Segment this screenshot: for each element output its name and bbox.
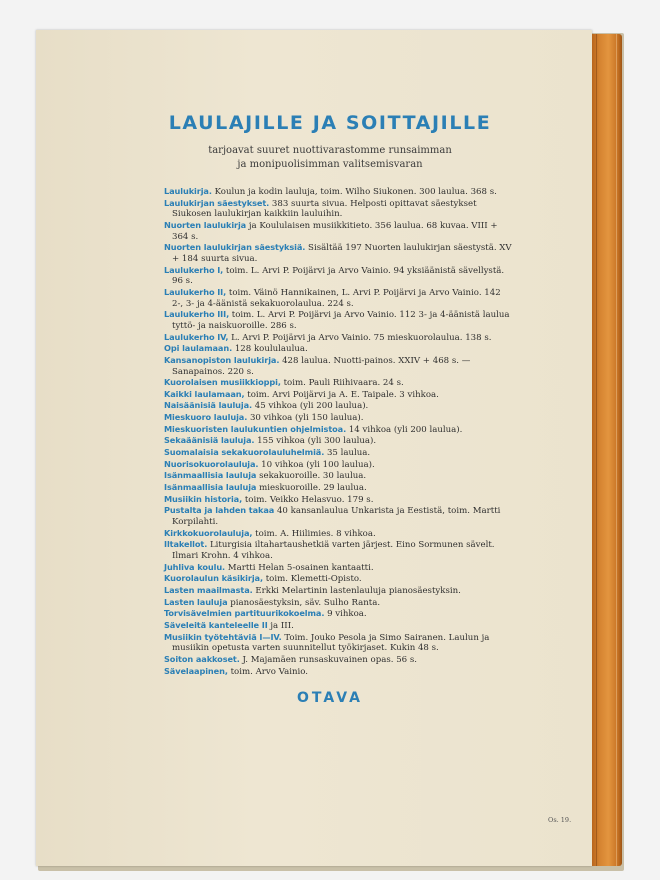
- entry-title: Laulukirja.: [164, 186, 212, 196]
- entry-title: Isänmaallisia lauluja: [164, 470, 257, 481]
- list-item: [164, 494, 514, 506]
- entry-text: pianosäestyksin, säv. Sulho Ranta.: [227, 597, 381, 608]
- entry-text: sekakuoroille. 30 laulua.: [256, 471, 367, 482]
- list-item: [164, 459, 514, 471]
- entry-title: Nuorten laulukirja: [164, 219, 247, 230]
- list-item: [164, 585, 514, 597]
- entry-text: L. Arvi P. Poijärvi ja Arvo Vainio. 75 mieskuorolaulua. 138 s.: [228, 332, 492, 343]
- entry-text: 10 vihkoa (yli 100 laulua).: [258, 459, 375, 470]
- entry-text: Liturgisia iltahartaushetkiä varten järjest. Eino Sormunen sävelt. Ilmari Krohn. 4 vihkoa.: [172, 540, 495, 561]
- entry-text: toim. Väinö Hannikainen, L. Arvi P. Poijärvi ja Arvo Vainio. 142 2-, 3- ja 4-äänistä sekakuorolaulua. 224 s.: [172, 287, 501, 309]
- list-item: [164, 242, 514, 264]
- entry-title: Laulukerho III,: [164, 309, 230, 320]
- entry-text: 155 vihkoa (yli 300 laulua).: [254, 436, 377, 447]
- entry-text: toim. Veikko Helasvuo. 179 s.: [242, 494, 374, 505]
- entry-text: toim. L. Arvi P. Poijärvi ja Arvo Vainio. 94 yksiäänistä sävellystä. 96 s.: [172, 265, 505, 287]
- list-item: [164, 389, 514, 401]
- cover-title: LAULAJILLE JA SOITTAJILLE: [168, 112, 492, 134]
- entry-title: Kuorolaisen musiikkioppi,: [164, 377, 281, 388]
- entry-title: Kirkkokuorolauluja,: [164, 527, 253, 538]
- entry-text: toim. Arvo Vainio.: [227, 666, 308, 677]
- entry-title: Soiton aakkoset.: [164, 653, 240, 664]
- entry-text: Martti Helan 5-osainen kantaatti.: [225, 562, 374, 573]
- list-item: [164, 287, 514, 309]
- subtitle-line-2: ja monipuolisimman valitsemisvaran: [237, 159, 423, 170]
- list-item: [164, 332, 514, 344]
- entry-text: 9 vihkoa.: [324, 609, 367, 620]
- list-item: [164, 220, 514, 242]
- list-item: [164, 377, 514, 389]
- list-item: [164, 482, 514, 494]
- list-item: [164, 309, 514, 331]
- list-item: [164, 562, 514, 574]
- entry-title: Suomalaisia sekakuorolauluhelmiä.: [164, 447, 325, 458]
- list-item: [164, 573, 514, 585]
- entry-text: 128 koululaulua.: [232, 344, 308, 355]
- entry-title: Torvisävelmien partituurikokoelma.: [164, 608, 325, 619]
- entry-title: Laulukerho I,: [164, 264, 224, 275]
- entry-text: Toim. Jouko Pesola ja Simo Sairanen. Laulun ja musiikin opetusta varten suunnitellut työkirjaset. Kukin 48 s.: [172, 632, 490, 654]
- list-item: [164, 620, 514, 632]
- entry-text: toim. L. Arvi P. Poijärvi ja Arvo Vainio. 112 3- ja 4-äänistä laulua tyttö- ja naiskuoroille. 286 s.: [172, 310, 510, 331]
- entry-title: Kansanopiston laulukirja.: [164, 354, 280, 365]
- entry-title: Mieskuoro lauluja.: [164, 412, 248, 423]
- entry-title: Lasten maailmasta.: [164, 584, 253, 595]
- entry-title: Pustalta ja lahden takaa: [164, 505, 275, 516]
- entry-text: toim. A. Hiilimies. 8 vihkoa.: [252, 528, 376, 539]
- entry-text: 35 laulua.: [324, 448, 371, 459]
- entry-text: J. Majamäen runsaskuvainen opas. 56 s.: [239, 654, 418, 665]
- entry-text: mieskuoroille. 29 laulua.: [256, 483, 367, 494]
- list-item: [164, 470, 514, 482]
- list-item: [164, 355, 514, 377]
- entry-text: 383 suurta sivua. Helposti opittavat säestykset Siukosen laulukirjan kaikkiin lauluihin.: [172, 198, 477, 220]
- entry-text: toim. Arvi Poijärvi ja A. E. Taipale. 3 vihkoa.: [244, 389, 439, 400]
- list-item: [164, 505, 514, 527]
- entry-text: toim. Klemetti-Opisto.: [262, 574, 362, 585]
- list-item: [164, 447, 514, 459]
- entry-title: Nuorisokuorolauluja.: [164, 458, 259, 469]
- entry-title: Säveleitä kanteleelle II: [164, 619, 268, 630]
- entry-title: Laulukirjan säestykset.: [164, 197, 270, 208]
- list-item: [164, 265, 514, 287]
- entry-title: Lasten lauluja: [164, 596, 228, 607]
- entry-text: 14 vihkoa (yli 200 laulua).: [346, 424, 463, 435]
- entry-text: 30 vihkoa (yli 150 laulua).: [247, 413, 364, 424]
- entry-title: Laulukerho IV,: [164, 331, 229, 342]
- entry-title: Naisäänisiä lauluja.: [164, 400, 253, 411]
- entry-title: Sekaäänisiä lauluja.: [164, 435, 255, 446]
- list-item: [164, 666, 514, 678]
- list-item: [164, 198, 514, 220]
- list-item: [164, 343, 514, 355]
- entry-title: Laulukerho II,: [164, 286, 227, 297]
- list-item: [164, 412, 514, 424]
- catalog-code: Os. 19.: [548, 816, 572, 824]
- entry-title: Iltakellot.: [164, 539, 208, 550]
- entry-title: Musiikin historia,: [164, 493, 243, 504]
- publisher-name: OTAVA: [297, 690, 363, 706]
- entry-title: Opi laulamaan.: [164, 343, 233, 354]
- list-item: [164, 435, 514, 447]
- cover-subtitle: [0, 144, 660, 172]
- list-item: [164, 597, 514, 609]
- list-item: [164, 186, 514, 198]
- list-item: [164, 528, 514, 540]
- entry-title: Sävelaapinen,: [164, 665, 228, 676]
- entry-text: Erkki Melartinin lastenlauluja pianosäestyksin.: [252, 585, 461, 596]
- entry-title: Juhliva koulu.: [164, 561, 226, 572]
- subtitle-line-1: tarjoavat suuret nuottivarastomme runsaimman: [208, 145, 452, 156]
- entry-title: Kaikki laulamaan,: [164, 388, 245, 399]
- entry-title: Isänmaallisia lauluja: [164, 482, 257, 493]
- entry-text: toim. Pauli Riihivaara. 24 s.: [280, 378, 404, 389]
- entry-text: Koulun ja kodin lauluja, toim. Wilho Siukonen. 300 laulua. 368 s.: [211, 187, 497, 197]
- entry-text: 428 laulua. Nuotti-painos. XXIV + 468 s. — Sanapainos. 220 s.: [172, 355, 471, 377]
- list-item: [164, 539, 514, 561]
- entry-title: Musiikin työtehtäviä I—IV.: [164, 631, 282, 642]
- entry-text: 45 vihkoa (yli 200 laulua).: [252, 401, 369, 412]
- entry-text: Sisältää 197 Nuorten laulukirjan säestystä. XV + 184 suurta sivua.: [172, 243, 512, 264]
- entry-text: ja Koululaisen musiikkitieto. 356 laulua. 68 kuvaa. VIII + 364 s.: [172, 220, 498, 242]
- list-item: [164, 424, 514, 436]
- entry-text: ja III.: [267, 620, 294, 631]
- list-item: [164, 632, 514, 654]
- list-item: [164, 654, 514, 666]
- list-item: [164, 400, 514, 412]
- catalog-list: [164, 186, 514, 677]
- entry-text: 40 kansanlaulua Unkarista ja Eestistä, toim. Martti Korpilahti.: [172, 506, 501, 528]
- entry-title: Nuorten laulukirjan säestyksiä.: [164, 242, 306, 253]
- entry-title: Mieskuoristen laulukuntien ohjelmistoa.: [164, 423, 347, 434]
- list-item: [164, 608, 514, 620]
- entry-title: Kuorolaulun käsikirja,: [164, 573, 263, 584]
